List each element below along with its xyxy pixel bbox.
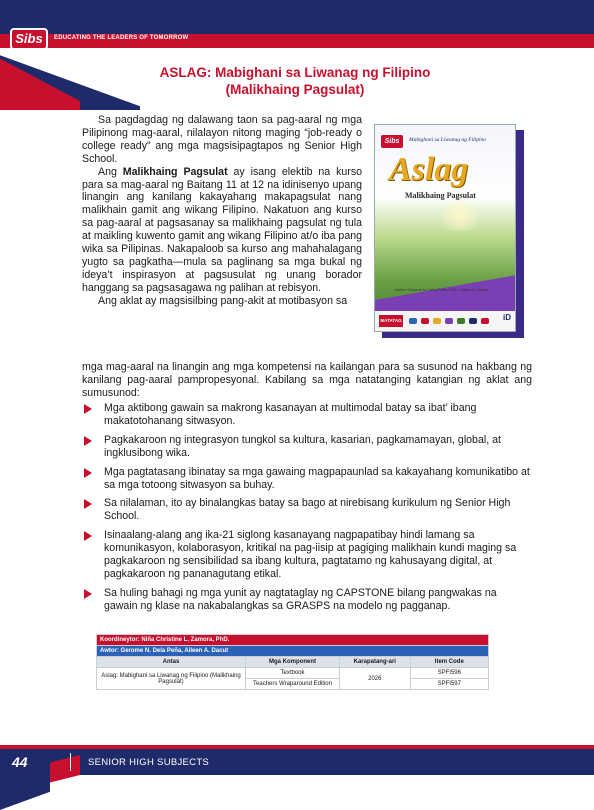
author-label: Awtor: (100, 648, 119, 654)
badge-icon (433, 318, 441, 324)
intro-paragraph-2 (82, 166, 362, 295)
badge-icon (457, 318, 465, 324)
cell-component: Teachers Wraparound Edition (245, 679, 339, 690)
bullet-arrow-icon (84, 589, 92, 599)
bullet-arrow-icon (84, 468, 92, 478)
intro-paragraph-1: Sa pagdagdag ng dalawang taon sa pag-aaral ng mga Pilipinong mag-aaral, nilalayon nitong maging “job-ready o college ready” ang mga magsisipagtapos ng Senior High School. (82, 114, 362, 165)
intro-paragraph-3-continued: mga mag-aaral na linangin ang mga kompetensi na kailangan para sa susunod na hakbang ng kanilang pag-aaral pampropesyonal. Kabilang sa mga natatanging katangian ng aklat ang sumusunod: (82, 361, 532, 399)
header-red-corner (0, 48, 80, 110)
book-id-mark: iD (503, 313, 511, 322)
list-item: Isinaalang-alang ang ika-21 siglong kasanayang nagpapatibay hindi lamang sa komunikasyon, kolaborasyon, kritikal na pag-iisip at pagiging malikhain kundi maging sa pagkakaroon ng sensibilidad sa ibang kultura, pagtatamo ng kahusayang digital, at pagkakaroon ng pananagutang etikal. (82, 529, 532, 581)
list-item: Mga aktibong gawain sa makrong kasanayan at multimodal batay sa ibat’ ibang makatotohanang sitwasyon. (82, 402, 532, 428)
badge-icon (409, 318, 417, 324)
coordinator-row (97, 635, 489, 646)
table-header-row (97, 657, 489, 668)
badge-icon (445, 318, 453, 324)
book-front (374, 124, 516, 332)
list-item: Pagkakaroon ng integrasyon tungkol sa kultura, kasarian, pagkamamayan, global, at ingklusibong wika. (82, 434, 532, 460)
header-tagline: EDUCATING THE LEADERS OF TOMORROW (54, 35, 189, 41)
coordinator-label: Koordineytor: (100, 637, 140, 643)
list-item: Mga pagtatasang ibinatay sa mga gawaing magpapaunlad sa kakayahang komunikatibo at sa mga totoong sitwasyon sa buhay. (82, 466, 532, 492)
title-line-1: ASLAG: Mabighani sa Liwanag ng Filipino (159, 65, 431, 80)
badge-icon (421, 318, 429, 324)
footer-divider (70, 753, 71, 771)
bullet-arrow-icon (84, 531, 92, 541)
book-subtitle: Mabighani sa Liwanag ng Filipino (409, 137, 487, 143)
matatag-badge: MATATAG (379, 315, 403, 327)
cell-code: SPFI596 (410, 668, 488, 679)
cell-code: SPFI597 (410, 679, 488, 690)
author-row (97, 646, 489, 657)
book-cover (374, 124, 516, 334)
features-list (82, 402, 532, 619)
cell-component: Textbook (245, 668, 339, 679)
p2-prefix: Ang (98, 165, 123, 178)
header-komponent: Mga Komponent (245, 657, 339, 668)
bullet-arrow-icon (84, 404, 92, 414)
sibs-logo: Sibs (10, 28, 48, 50)
header-antas: Antas (97, 657, 246, 668)
course-name: Malikhaing Pagsulat (122, 165, 228, 178)
intro-column (82, 114, 362, 308)
sun-glow (435, 201, 485, 231)
badge-icon (481, 318, 489, 324)
page-number: 44 (12, 754, 28, 770)
header-navy-band (0, 0, 594, 34)
table-row (97, 668, 489, 679)
header-karapatang-ari: Karapatang-ari (340, 657, 411, 668)
title-line-2: (Malikhaing Pagsulat) (225, 82, 365, 97)
cell-antas: Aslag: Mabighani sa Liwanag ng Filipino (Malikhaing Pagsulat) (97, 668, 246, 690)
author-names: Gerome N. Dela Peña, Aileen A. Dacut (118, 648, 229, 654)
list-item: Sa huling bahagi ng mga yunit ay nagtataglay ng CAPSTONE bilang pangwakas na gawain ng klase na nakabalangkas sa GRASPS na modelo ng pagganap. (82, 587, 532, 613)
p2-rest: ay isang elektib na kurso para sa mag-aaral ng Baitang 11 at 12 na idinisenyo upang linangin ang kanilang kakayahang makapagsulat nang malikhain gamit ang wikang Filipino. Nakatuon ang kurso sa pag-aaral at pagsasanay sa malikhaing pagsulat ng tula at maikling kuwento gamit ang wikang Filipino at/o iba pang wika sa Pilipinas. Nakapaloob sa kurso ang mahahalagang yugto sa pagkatha—mula sa paglinang sa mga bukal ng ideya’t inspirasyon at pagsusulat ng unang borador hanggang sa pagsasagawa ng palihan at rebisyon. (82, 165, 363, 294)
coordinator-name: Niña Christine L. Zamora, PhD. (139, 637, 230, 643)
bullet-arrow-icon (84, 436, 92, 446)
book-title: Aslag (389, 151, 469, 188)
page-title (90, 64, 500, 98)
page-footer (0, 745, 594, 810)
intro-paragraph-3: Ang aklat ay magsisilbing pang-akit at motibasyon sa (98, 294, 348, 307)
book-authors: Awtor: Gerome N. Dela Peña, PhD · Aileen A. Dacut (395, 287, 488, 292)
header-item-code: Item Code (410, 657, 488, 668)
book-title-2: Malikhaing Pagsulat (405, 191, 476, 200)
cell-year: 2026 (340, 668, 411, 690)
product-table (96, 634, 489, 690)
badge-icon (469, 318, 477, 324)
footer-label: SENIOR HIGH SUBJECTS (88, 757, 210, 768)
bullet-arrow-icon (84, 499, 92, 509)
book-logo: Sibs (381, 135, 403, 148)
list-item: Sa nilalaman, ito ay binalangkas batay sa bago at nirebisang kurikulum ng Senior High School. (82, 497, 532, 523)
